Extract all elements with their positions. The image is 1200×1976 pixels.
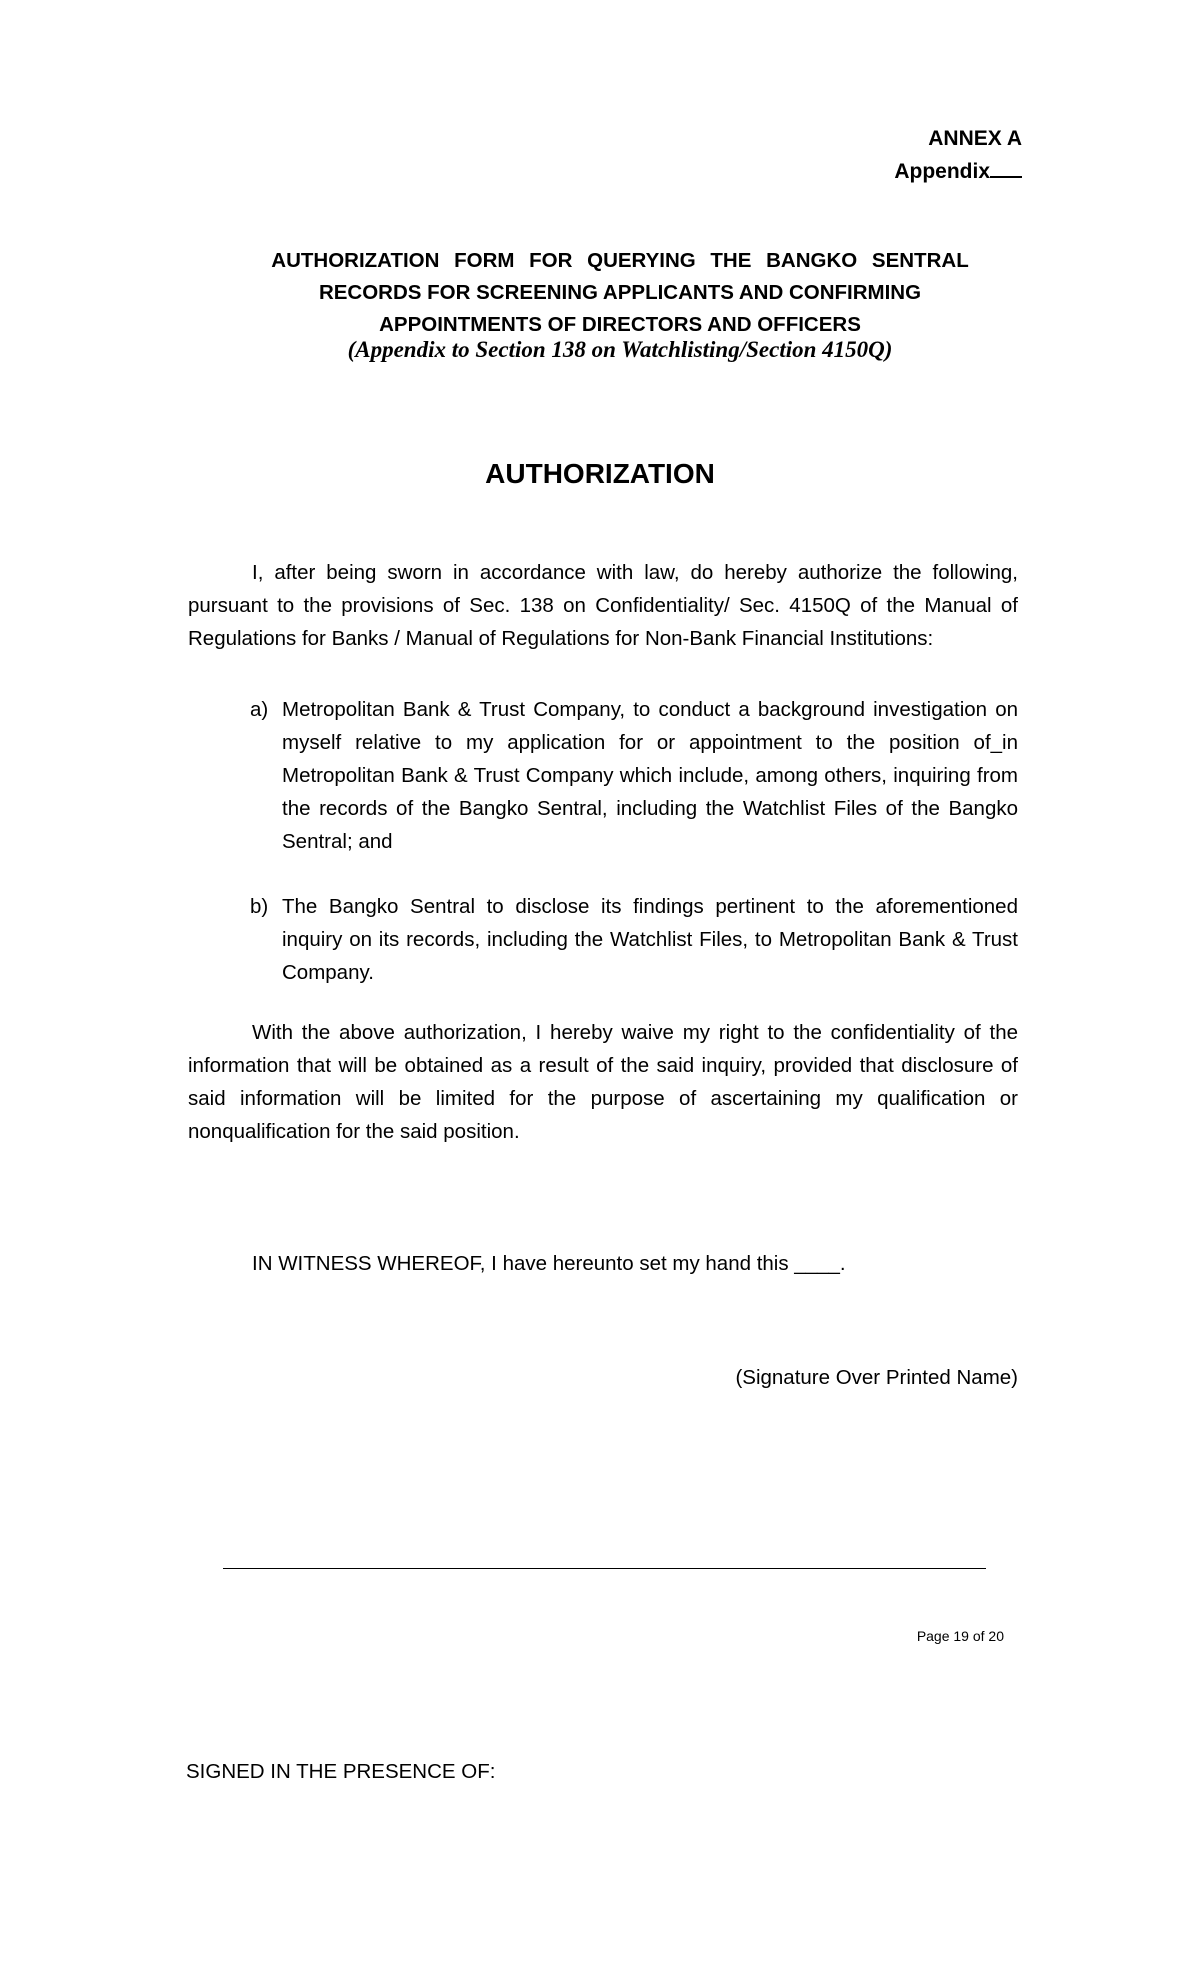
list-item-a	[188, 693, 1018, 858]
form-title-line-2: RECORDS FOR SCREENING APPLICANTS AND CONFIRMING	[318, 281, 922, 304]
annex-header	[894, 122, 1022, 188]
footer-divider	[223, 1568, 986, 1569]
list-text-b: The Bangko Sentral to disclose its findings pertinent to the aforementioned inquiry on its records, including the Watchlist Files, to Metropolitan Bank & Trust Company.	[282, 895, 1018, 984]
intro-paragraph: I, after being sworn in accordance with law, do hereby authorize the following, pursuant to the provisions of Sec. 138 on Confidentiality/ Sec. 4150Q of the Manual of Regulations for Banks / Manual of Regulations for Non-Bank Financial Institutions:	[188, 561, 1018, 650]
form-title-line-1: AUTHORIZATION FORM FOR QUERYING THE BANGKO SENTRAL	[271, 249, 969, 272]
section-heading: AUTHORIZATION	[485, 458, 715, 489]
annex-label: ANNEX A	[928, 127, 1022, 150]
list-text-a: Metropolitan Bank & Trust Company, to conduct a background investigation on myself relative to my application for or appointment to the position of_in Metropolitan Bank & Trust Company which include, among others, inquiring from the records of the Bangko Sentral, including the Watchlist Files of the Bangko Sentral; and	[282, 698, 1018, 853]
appendix-number-blank	[990, 162, 1022, 178]
page-number: Page 19 of 20	[916, 1628, 1004, 1644]
witness-line: IN WITNESS WHEREOF, I have hereunto set my hand this ____.	[252, 1252, 846, 1275]
form-title-line-3: APPOINTMENTS OF DIRECTORS AND OFFICERS	[379, 313, 861, 336]
signature-label: (Signature Over Printed Name)	[735, 1366, 1018, 1389]
form-subtitle: (Appendix to Section 138 on Watchlisting/Section 4150Q)	[347, 337, 893, 362]
appendix-text: Appendix	[894, 160, 990, 183]
list-marker-a: a)	[250, 698, 269, 721]
waiver-paragraph: With the above authorization, I hereby waive my right to the confidentiality of the information that will be obtained as a result of the said inquiry, provided that disclosure of said information will be limited for the purpose of ascertaining my qualification or nonqualification for the said position.	[188, 1021, 1018, 1143]
list-item-b	[188, 890, 1018, 989]
appendix-label	[894, 155, 1022, 188]
list-marker-b: b)	[250, 895, 269, 918]
form-title	[250, 245, 990, 341]
signed-in-presence-label: SIGNED IN THE PRESENCE OF:	[186, 1760, 496, 1783]
